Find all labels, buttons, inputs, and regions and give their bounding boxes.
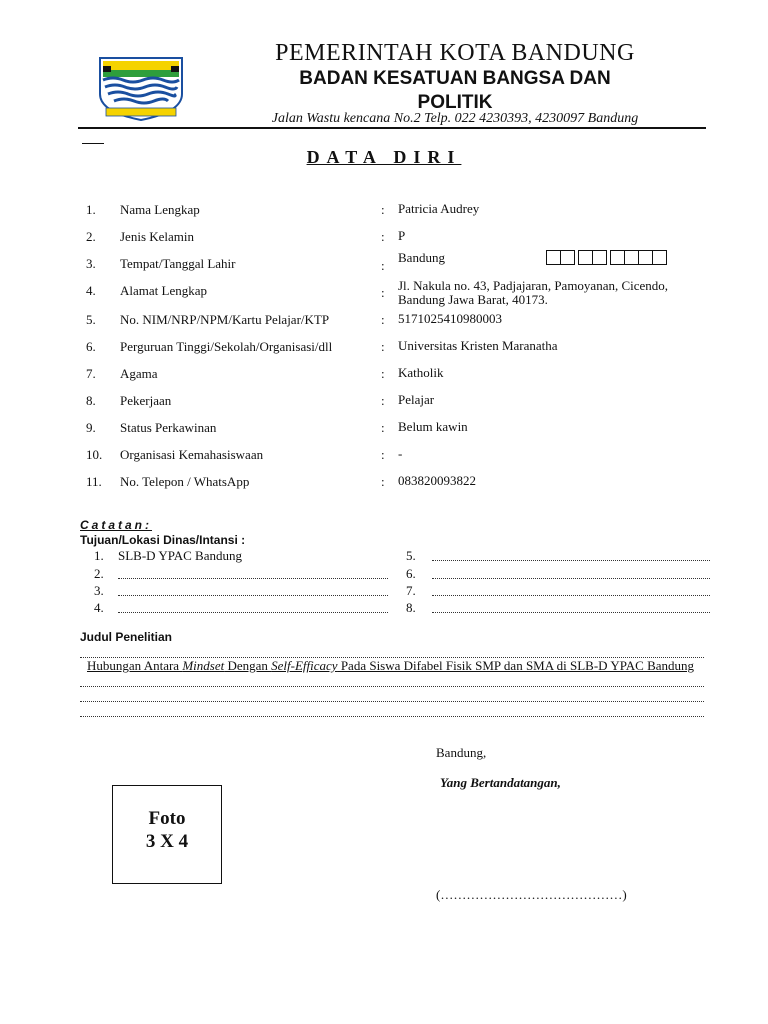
field-number: 1. (86, 202, 96, 217)
photo-label: Foto (148, 808, 186, 829)
research-title-part: Pada Siswa Difabel Fisik SMP dan SMA di SLB-D YPAC Bandung (337, 658, 695, 673)
field-colon: : (381, 420, 385, 435)
field-label: Status Perkawinan (120, 420, 217, 435)
field-label: Alamat Lengkap (120, 283, 207, 298)
destination-row-3 (0, 583, 768, 599)
field-number: 11. (86, 474, 102, 489)
signature-label: Yang Bertandatangan, (440, 775, 561, 790)
header-agency-line1: BADAN KESATUAN BANGSA DAN (299, 68, 611, 89)
field-value-organisasi: - (398, 446, 403, 461)
field-colon: : (381, 202, 385, 217)
header-government: PEMERINTAH KOTA BANDUNG (275, 40, 635, 66)
destination-number: 7. (406, 583, 416, 598)
field-colon: : (381, 447, 385, 462)
field-row-alamat (0, 278, 768, 315)
field-row-perguruan (0, 339, 768, 359)
field-number: 8. (86, 393, 96, 408)
destination-blank[interactable] (432, 600, 710, 613)
field-label: No. NIM/NRP/NPM/Kartu Pelajar/KTP (120, 312, 330, 327)
field-colon: : (381, 258, 385, 273)
birth-date-boxes[interactable] (546, 250, 670, 264)
field-colon: : (381, 312, 385, 327)
header-agency (200, 67, 710, 115)
field-row-nama (0, 202, 768, 222)
header-rule (78, 127, 706, 129)
bandung-city-logo (96, 50, 186, 122)
field-value-nama: Patricia Audrey (398, 201, 480, 216)
destination-text: SLB-D YPAC Bandung (118, 548, 243, 563)
field-row-nim (0, 312, 768, 332)
destination-blank[interactable] (432, 583, 710, 596)
field-row-telepon (0, 474, 768, 494)
judul-label: Judul Penelitian (80, 630, 173, 644)
field-value-nim: 5171025410980003 (398, 311, 502, 326)
field-value-telepon: 083820093822 (398, 473, 476, 488)
signature-city: Bandung, (436, 745, 487, 760)
destination-number: 1. (94, 548, 104, 563)
field-value-perguruan: Universitas Kristen Maranatha (398, 338, 558, 353)
field-colon: : (381, 285, 385, 300)
destination-number: 5. (406, 548, 416, 563)
destination-number: 4. (94, 600, 104, 615)
field-colon: : (381, 339, 385, 354)
field-number: 3. (86, 256, 96, 271)
photo-size: 3 X 4 (145, 831, 189, 852)
research-title-italic: Mindset (182, 658, 225, 673)
field-row-agama (0, 366, 768, 386)
destination-row-1 (0, 548, 768, 564)
field-number: 9. (86, 420, 96, 435)
field-row-pekerjaan (0, 393, 768, 413)
research-title-part: Dengan (224, 658, 272, 673)
field-value-jenis-kelamin: P (398, 228, 406, 243)
field-label: No. Telepon / WhatsApp (120, 474, 250, 489)
header-address: Jalan Wastu kencana No.2 Telp. 022 4230393, 4230097 Bandung (271, 111, 639, 126)
field-value-tempat-lahir: Bandung (398, 250, 445, 265)
field-number: 7. (86, 366, 96, 381)
destination-number: 8. (406, 600, 416, 615)
field-label: Perguruan Tinggi/Sekolah/Organisasi/dll (120, 339, 333, 354)
tujuan-label: Tujuan/Lokasi Dinas/Intansi : (80, 533, 246, 547)
field-value-agama: Katholik (398, 365, 444, 380)
destination-blank[interactable] (432, 548, 710, 561)
destination-number: 2. (94, 566, 104, 581)
header-short-rule (82, 143, 104, 144)
day-boxes (546, 250, 574, 264)
dotted-rule (80, 716, 704, 717)
field-label: Pekerjaan (120, 393, 172, 408)
field-label: Nama Lengkap (120, 202, 200, 217)
destination-row-2 (0, 566, 768, 582)
field-value-pekerjaan: Pelajar (398, 392, 435, 407)
page-title (0, 147, 768, 168)
header-agency-line2: POLITIK (417, 92, 493, 113)
field-value-alamat: Jl. Nakula no. 43, Padjajaran, Pamoyanan, Cicendo, Bandung Jawa Barat, 40173. (398, 278, 669, 307)
field-number: 10. (86, 447, 103, 462)
field-label: Jenis Kelamin (120, 229, 195, 244)
destination-blank[interactable] (432, 566, 710, 579)
field-row-organisasi (0, 447, 768, 467)
destination-blank[interactable] (118, 566, 388, 579)
field-value-status: Belum kawin (398, 419, 468, 434)
destination-blank[interactable] (118, 583, 388, 596)
page-title-text: DATA DIRI (306, 147, 462, 167)
destination-blank[interactable] (118, 600, 388, 613)
destination-row-4 (0, 600, 768, 616)
month-boxes (578, 250, 606, 264)
destination-number: 6. (406, 566, 416, 581)
field-label: Tempat/Tanggal Lahir (120, 256, 236, 271)
field-number: 2. (86, 229, 96, 244)
research-title (87, 659, 707, 673)
field-row-status (0, 420, 768, 440)
field-colon: : (381, 366, 385, 381)
field-row-jenis-kelamin (0, 229, 768, 249)
field-label: Agama (120, 366, 158, 381)
research-title-part: Hubungan Antara (87, 658, 183, 673)
field-label: Organisasi Kemahasiswaan (120, 447, 264, 462)
field-colon: : (381, 229, 385, 244)
field-number: 4. (86, 283, 96, 298)
research-title-italic: Self-Efficacy (271, 658, 338, 673)
dotted-rule (80, 686, 704, 687)
dotted-rule (80, 701, 704, 702)
field-colon: : (381, 474, 385, 489)
year-boxes (610, 250, 666, 264)
photo-box[interactable] (112, 785, 222, 884)
field-number: 5. (86, 312, 96, 327)
catatan-heading: Catatan: (80, 518, 153, 532)
signature-line[interactable]: (……………………………………) (436, 887, 627, 902)
field-number: 6. (86, 339, 96, 354)
field-colon: : (381, 393, 385, 408)
destination-number: 3. (94, 583, 104, 598)
